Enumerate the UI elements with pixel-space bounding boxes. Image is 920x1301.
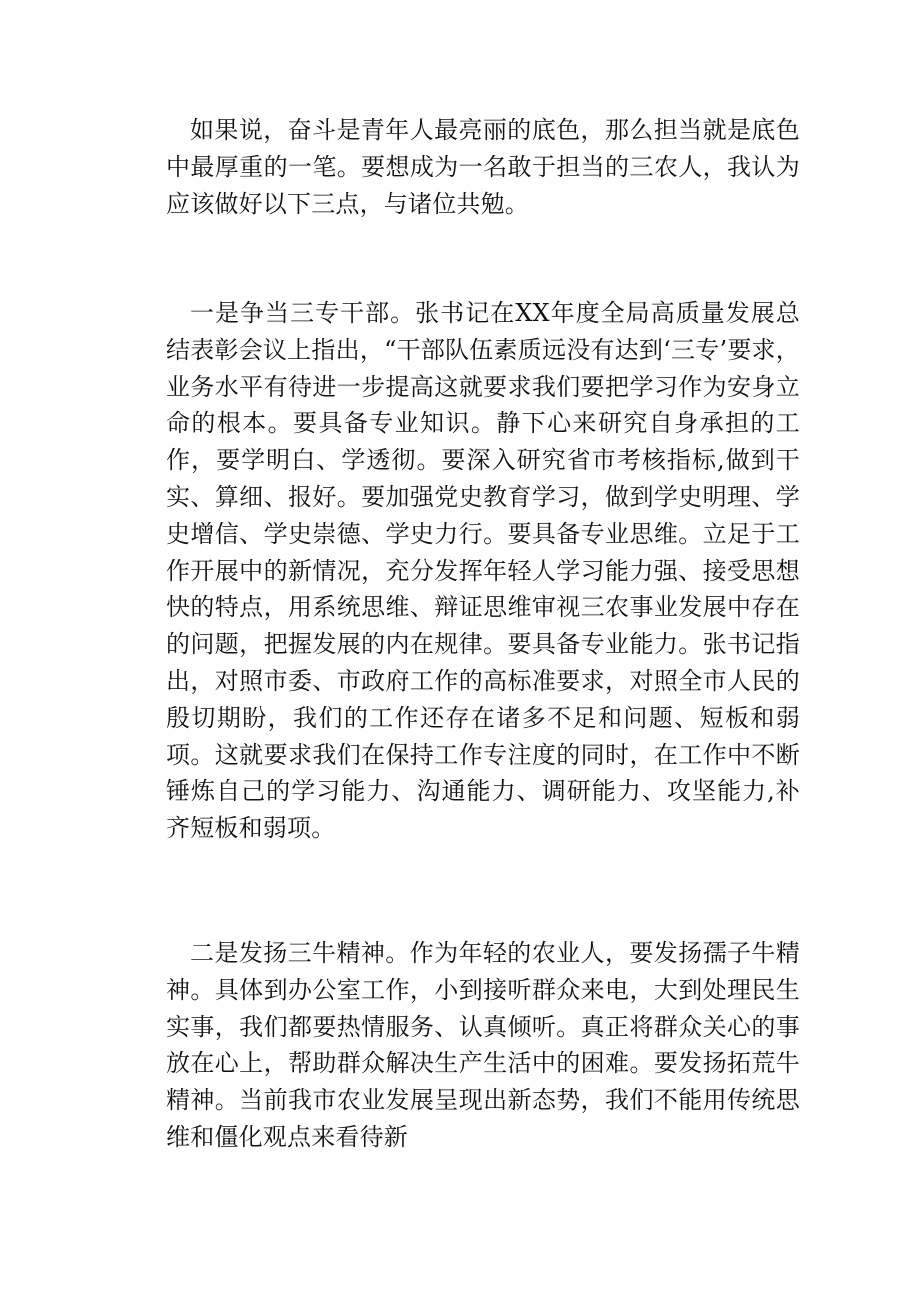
paragraph-intro: 如果说，奋斗是青年人最亮丽的底色，那么担当就是底色中最厚重的一笔。要想成为一名敢于担当的三农人，我认为应该做好以下三点，与诸位共勉。 xyxy=(166,116,800,218)
paragraph-point-one: 一是争当三专干部。张书记在XX年度全局高质量发展总结表彰会议上指出，“干部队伍素质远没有达到‘三专’要求，业务水平有待进一步提高这就要求我们要把学习作为安身立命的根本。要具备专业知识。静下心来研究自身承担的工作，要学明白、学透彻。要深入研究省市考核指标,做到干实、算细、报好。要加强党史教育学习，做到学史明理、学史增信、学史崇德、学史力行。要具备专业思维。立足于工作开展中的新情况，充分发挥年轻人学习能力强、接受思想快的特点，用系统思维、辩证思维审视三农事业发展中存在的问题，把握发展的内在规律。要具备专业能力。张书记指出，对照市委、市政府工作的高标准要求，对照全市人民的殷切期盼，我们的工作还存在诸多不足和问题、短板和弱项。这就要求我们在保持工作专注度的同时，在工作中不断锤炼自己的学习能力、沟通能力、调研能力、攻坚能力,补齐短板和弱项。 xyxy=(166,299,800,843)
paragraph-point-two: 二是发扬三牛精神。作为年轻的农业人，要发扬孺子牛精神。具体到办公室工作，小到接听群众来电，大到处理民生实事，我们都要热情服务、认真倾听。真正将群众关心的事放在心上，帮助群众解决生产生活中的困难。要发扬拓荒牛精神。当前我市农业发展呈现出新态势，我们不能用传统思维和僵化观点来看待新 xyxy=(166,939,800,1151)
